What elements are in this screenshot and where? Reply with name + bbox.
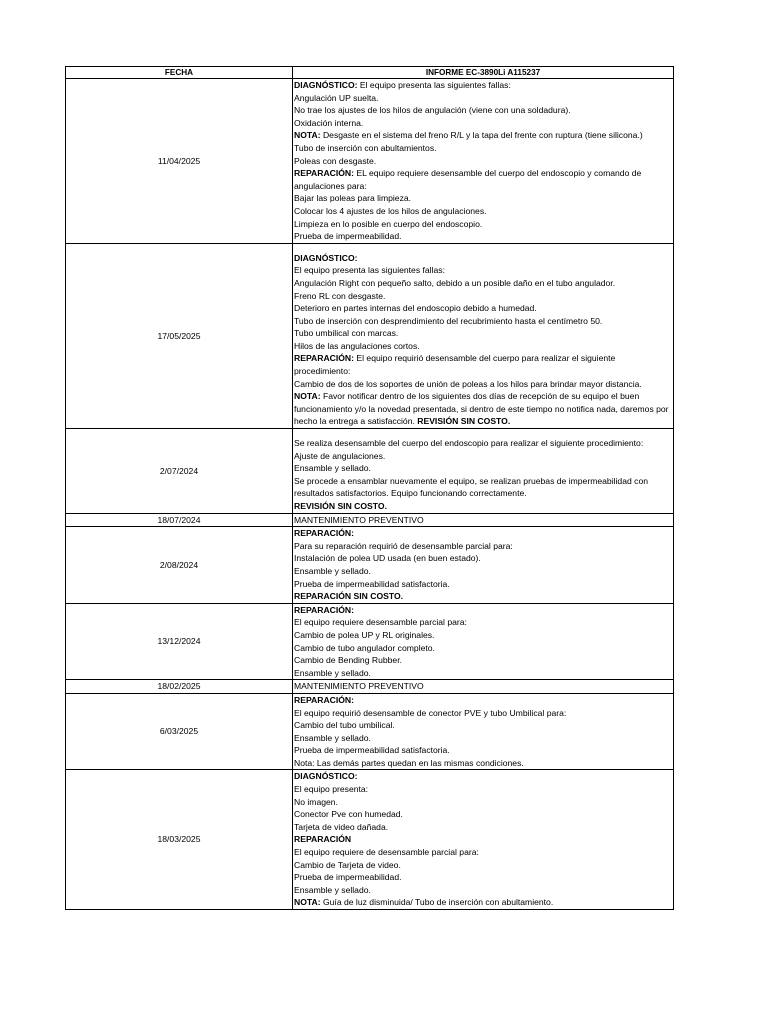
table-row xyxy=(66,429,674,514)
row-detail xyxy=(293,243,674,428)
detail-line: Instalación de polea UD usada (en buen estado). xyxy=(294,553,481,564)
detail-line: Tubo de inserción con desprendimiento del recubrimiento hasta el centímetro 50. xyxy=(294,315,603,326)
table-row xyxy=(66,79,674,244)
detail-line: Ensamble y sellado. xyxy=(294,732,371,743)
detail-line-emphasis: REVISIÓN SIN COSTO. xyxy=(417,416,511,427)
detail-line: REPARACIÓN: El equipo requirió desensamble del cuerpo para realizar el siguiente procedimiento: xyxy=(294,353,616,377)
detail-line-heading: DIAGNÓSTICO: xyxy=(294,252,358,263)
row-date: 11/04/2025 xyxy=(66,79,293,244)
row-detail xyxy=(293,513,674,527)
row-detail xyxy=(293,603,674,680)
detail-line: MANTENIMIENTO PREVENTIVO xyxy=(294,514,424,525)
detail-line: NOTA: Guía de luz disminuida/ Tubo de inserción con abultamiento. xyxy=(294,897,554,908)
detail-line: DIAGNÓSTICO: El equipo presenta las siguientes fallas: xyxy=(294,80,511,90)
detail-line: El equipo presenta: xyxy=(294,784,369,795)
detail-line-heading: REPARACIÓN: xyxy=(294,604,354,615)
detail-line xyxy=(294,252,672,265)
table-row xyxy=(66,527,674,604)
detail-line xyxy=(294,833,672,846)
detail-line xyxy=(294,694,672,707)
row-detail xyxy=(293,680,674,694)
detail-line: Colocar los 4 ajustes de los hilos de angulaciones. xyxy=(294,205,487,216)
row-date: 6/03/2025 xyxy=(66,693,293,770)
detail-line: Se procede a ensamblar nuevamente el equipo, se realizan pruebas de impermeabilidad con resultados satisfactorios. Equipo funcionando correctamente. xyxy=(294,475,648,499)
detail-line: No imagen. xyxy=(294,796,338,807)
table-row xyxy=(66,693,674,770)
detail-line: Se realiza desensamble del cuerpo del endoscopio para realizar el siguiente procedimiento: xyxy=(294,438,644,449)
row-detail xyxy=(293,770,674,910)
detail-line: Freno RL con desgaste. xyxy=(294,290,386,301)
maintenance-report-table xyxy=(65,66,674,910)
detail-line-heading: REPARACIÓN: xyxy=(294,168,354,179)
detail-line-heading: REPARACIÓN xyxy=(294,834,352,845)
table-row xyxy=(66,243,674,428)
detail-line: El equipo requiere de desensamble parcial para: xyxy=(294,847,479,858)
row-date: 2/07/2024 xyxy=(66,429,293,514)
detail-line: Ensamble y sellado. xyxy=(294,463,371,474)
row-date: 18/03/2025 xyxy=(66,770,293,910)
detail-line: Cambio de polea UP y RL originales. xyxy=(294,629,435,640)
detail-line: Angulación UP suelta. xyxy=(294,92,379,103)
detail-line: REPARACIÓN: EL equipo requiere desensamble del cuerpo del endoscopio y comando de angulaciones para: xyxy=(294,168,642,191)
detail-line xyxy=(294,604,672,617)
row-detail xyxy=(293,79,674,244)
detail-line: Cambio de Tarjeta de video. xyxy=(294,859,401,870)
table-row xyxy=(66,513,674,527)
detail-line: Bajar las poleas para limpieza. xyxy=(294,193,412,204)
row-date: 18/07/2024 xyxy=(66,513,293,527)
detail-line-heading: NOTA: xyxy=(294,130,321,141)
detail-line: Para su reparación requirió de desensamble parcial para: xyxy=(294,540,513,551)
detail-line: NOTA: Desgaste en el sistema del freno R/L y la tapa del frente con ruptura (tiene silicona.) xyxy=(294,130,643,141)
detail-line: Tarjeta de video dañada. xyxy=(294,821,389,832)
detail-line-heading: REPARACIÓN: xyxy=(294,353,354,364)
detail-line: Oxidación interna. xyxy=(294,117,364,128)
detail-line xyxy=(294,770,672,783)
detail-line: Ensamble y sellado. xyxy=(294,884,371,895)
detail-line: Ensamble y sellado. xyxy=(294,667,371,678)
detail-line: Ensamble y sellado. xyxy=(294,565,371,576)
report-column-header: INFORME EC-3890Li A115237 xyxy=(293,67,674,79)
detail-line: Prueba de impermeabilidad. xyxy=(294,872,402,883)
detail-line: NOTA: Favor notificar dentro de los siguientes dos días de recepción de su equipo el buen funcionamiento y/o la novedad presentada, si dentro de este tiempo no notifica nada, daremos por hecho la entrega a satisfacción. REVISIÓN SIN COSTO. xyxy=(294,391,669,427)
detail-line-heading: NOTA: xyxy=(294,897,321,908)
detail-line: Cambio del tubo umbilical. xyxy=(294,720,395,731)
detail-line: Nota: Las demás partes quedan en las mismas condiciones. xyxy=(294,757,524,768)
detail-line: No trae los ajustes de los hilos de angulación (viene con una soldadura). xyxy=(294,105,571,116)
row-detail xyxy=(293,693,674,770)
detail-line: Cambio de dos de los soportes de unión de poleas a los hilos para brindar mayor distancia. xyxy=(294,378,642,389)
detail-line: Prueba de impermeabilidad satisfactoria. xyxy=(294,745,450,756)
row-date: 2/08/2024 xyxy=(66,527,293,604)
detail-line: Poleas con desgaste. xyxy=(294,155,377,166)
detail-line xyxy=(294,500,672,513)
table-row xyxy=(66,680,674,694)
row-date: 18/02/2025 xyxy=(66,680,293,694)
detail-line: Cambio de Bending Rubber. xyxy=(294,655,402,666)
detail-line-heading: DIAGNÓSTICO: xyxy=(294,80,358,90)
detail-line: El equipo requirió desensamble de conector PVE y tubo Umbilical para: xyxy=(294,707,567,718)
detail-line: Ajuste de angulaciones. xyxy=(294,450,386,461)
detail-line: Tubo de inserción con abultamientos. xyxy=(294,142,437,153)
detail-line: Cambio de tubo angulador completo. xyxy=(294,642,435,653)
report-body xyxy=(66,79,674,910)
detail-line: Deterioro en partes internas del endoscopio debido a humedad. xyxy=(294,303,537,314)
detail-line: Tubo umbilical con marcas. xyxy=(294,328,399,339)
row-detail xyxy=(293,527,674,604)
detail-line: Prueba de impermeabilidad. xyxy=(294,231,402,242)
detail-line xyxy=(294,590,672,603)
table-row xyxy=(66,770,674,910)
row-date: 17/05/2025 xyxy=(66,243,293,428)
detail-line-heading: REVISIÓN SIN COSTO. xyxy=(294,501,387,511)
detail-line-heading: REPARACIÓN: xyxy=(294,694,354,705)
detail-line-heading: DIAGNÓSTICO: xyxy=(294,771,358,782)
date-column-header: FECHA xyxy=(66,67,293,79)
detail-line: El equipo presenta las siguientes fallas: xyxy=(294,265,445,276)
detail-line: Conector Pve con humedad. xyxy=(294,809,403,820)
row-detail xyxy=(293,429,674,514)
detail-line: El equipo requiere desensamble parcial para: xyxy=(294,617,467,628)
row-date: 13/12/2024 xyxy=(66,603,293,680)
detail-line-heading: REPARACIÓN SIN COSTO. xyxy=(294,591,404,602)
detail-line-heading: REPARACIÓN: xyxy=(294,528,354,539)
detail-line-heading: NOTA: xyxy=(294,391,321,402)
table-header-row xyxy=(66,67,674,79)
detail-line: MANTENIMIENTO PREVENTIVO xyxy=(294,681,424,692)
detail-line: Prueba de impermeabilidad satisfactoria. xyxy=(294,578,450,589)
table-row xyxy=(66,603,674,680)
detail-line: Angulación Right con pequeño salto, debido a un posible daño en el tubo angulador. xyxy=(294,277,616,288)
detail-line: Hilos de las angulaciones cortos. xyxy=(294,340,420,351)
detail-line xyxy=(294,527,672,540)
detail-line: Limpieza en lo posible en cuerpo del endoscopio. xyxy=(294,218,483,229)
